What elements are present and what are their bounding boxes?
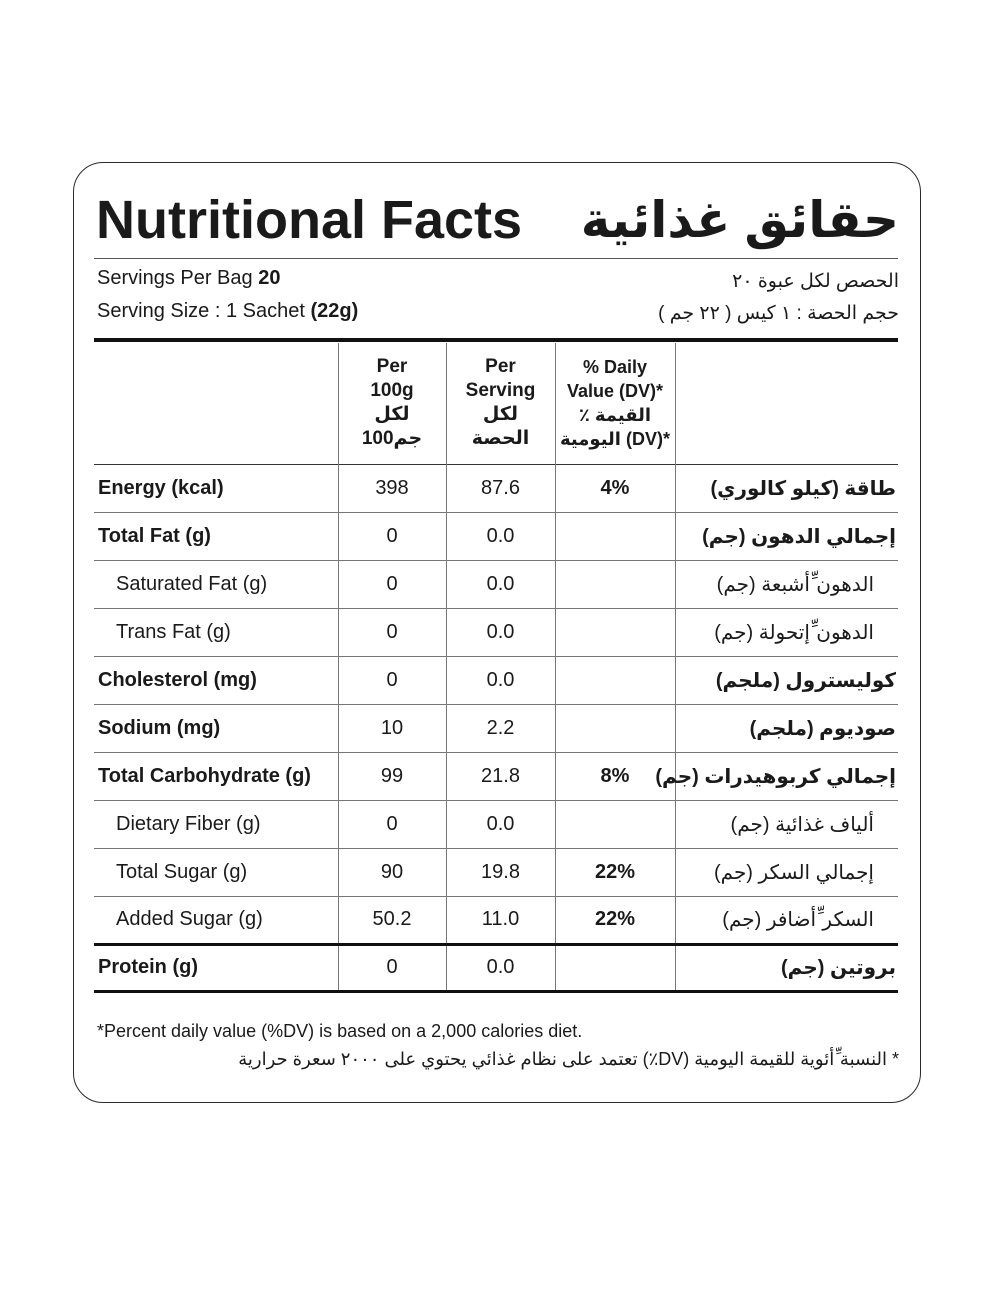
col-serv-line1: Per: [485, 356, 516, 378]
value-per-serving: 11.0: [446, 896, 555, 944]
col-serv-line2: Serving: [465, 380, 536, 402]
value-per-100g: 0: [338, 608, 446, 656]
daily-value: [555, 512, 675, 560]
value-per-100g: 50.2: [338, 896, 446, 944]
nutrient-name: Added Sugar (g): [94, 896, 338, 944]
footnote-english: *Percent daily value (%DV) is based on a 2,000 calories diet.: [97, 1021, 583, 1041]
value-per-100g: 398: [338, 464, 446, 512]
value-per-100g: 0: [338, 800, 446, 848]
daily-value: 22%: [555, 848, 675, 896]
nutrient-name-arabic: إجمالي السكر (جم): [675, 848, 898, 896]
value-per-serving: 0.0: [446, 800, 555, 848]
table-header-row: [94, 343, 898, 464]
col-per100-line2: 100g: [370, 380, 414, 402]
table-row: [94, 848, 898, 896]
col-dv-line3: ٪ القيمة: [578, 405, 652, 426]
table-row: [94, 752, 898, 800]
value-per-100g: 99: [338, 752, 446, 800]
servings-per-bag-arabic: الحصص لكل عبوة ٢٠: [732, 271, 899, 292]
col-dv-line1: % Daily: [582, 357, 648, 378]
col-per100-line4: 100جم: [361, 428, 423, 450]
nutrient-name: Energy (kcal): [94, 464, 338, 512]
serving-size-arabic: حجم الحصة : ١ كيس ( ٢٢ جم ): [658, 303, 899, 324]
daily-value: [555, 944, 675, 991]
nutrition-table: [94, 343, 898, 993]
daily-value: [555, 704, 675, 752]
col-serv-line3: لكل: [482, 404, 519, 426]
value-per-100g: 0: [338, 656, 446, 704]
table-row: [94, 464, 898, 512]
table-row: [94, 800, 898, 848]
serving-size-value: (22g): [310, 300, 359, 322]
header-blank-left: [94, 343, 338, 464]
nutrient-name-arabic: بروتين (جم): [675, 944, 898, 991]
nutrient-name-arabic: طاقة (كيلو كالوري): [675, 464, 898, 512]
nutrient-name-arabic: كوليسترول (ملجم): [675, 656, 898, 704]
footnote-arabic: * النسبة ِّأئوية للقيمة اليومية (DV٪) تعتمد على نظام غذائي يحتوي على ٢٠٠٠ سعرة حرارية: [238, 1049, 899, 1069]
col-header-daily-value: [555, 343, 675, 464]
header-thick-rule: [94, 338, 898, 342]
col-serv-line4: الحصة: [471, 428, 530, 450]
nutrient-name: Total Fat (g): [94, 512, 338, 560]
value-per-serving: 87.6: [446, 464, 555, 512]
nutrient-name-arabic: ألياف غذائية (جم): [675, 800, 898, 848]
nutrient-name: Total Sugar (g): [94, 848, 338, 896]
col-dv-line2: Value (DV)*: [566, 381, 664, 402]
servings-per-bag-label: Servings Per Bag: [97, 267, 253, 289]
nutrient-name-arabic: السكر ِّأضافر (جم): [675, 896, 898, 944]
nutrient-name: Dietary Fiber (g): [94, 800, 338, 848]
table-row: [94, 656, 898, 704]
table-row: [94, 896, 898, 944]
title-english: Nutritional Facts: [96, 190, 523, 250]
table-row: [94, 704, 898, 752]
daily-value: 4%: [555, 464, 675, 512]
table-row: [94, 944, 898, 991]
nutrient-name: Saturated Fat (g): [94, 560, 338, 608]
nutrient-name-arabic: الدهون ِّإتحولة (جم): [675, 608, 898, 656]
value-per-serving: 19.8: [446, 848, 555, 896]
col-header-per-100g: [338, 343, 446, 464]
col-header-per-serving: [446, 343, 555, 464]
value-per-serving: 0.0: [446, 656, 555, 704]
value-per-100g: 0: [338, 512, 446, 560]
daily-value: [555, 656, 675, 704]
value-per-100g: 90: [338, 848, 446, 896]
nutrient-name-arabic: الدهون ِّأشبعة (جم): [675, 560, 898, 608]
value-per-serving: 21.8: [446, 752, 555, 800]
daily-value: 22%: [555, 896, 675, 944]
servings-per-bag: [97, 267, 280, 290]
col-dv-line4: اليومية (DV)*: [560, 429, 670, 450]
nutrient-name: Sodium (mg): [94, 704, 338, 752]
table-row: [94, 560, 898, 608]
daily-value: [555, 608, 675, 656]
value-per-100g: 10: [338, 704, 446, 752]
nutrient-name: Cholesterol (mg): [94, 656, 338, 704]
serving-size: [97, 300, 358, 323]
daily-value: [555, 800, 675, 848]
value-per-100g: 0: [338, 560, 446, 608]
nutrient-name: Trans Fat (g): [94, 608, 338, 656]
nutrient-name: Total Carbohydrate (g): [94, 752, 338, 800]
value-per-100g: 0: [338, 944, 446, 991]
table-row: [94, 608, 898, 656]
table-row: [94, 512, 898, 560]
value-per-serving: 0.0: [446, 944, 555, 991]
daily-value: 8%: [555, 752, 675, 800]
value-per-serving: 0.0: [446, 512, 555, 560]
value-per-serving: 2.2: [446, 704, 555, 752]
nutrient-name-arabic: صوديوم (ملجم): [675, 704, 898, 752]
servings-per-bag-value: 20: [258, 267, 281, 289]
col-per100-line1: Per: [376, 356, 408, 378]
nutrient-name-arabic: إجمالي الدهون (جم): [675, 512, 898, 560]
col-per100-line3: لكل: [374, 404, 410, 426]
nutrient-name-arabic: إجمالي كربوهيدرات (جم): [675, 752, 898, 800]
daily-value: [555, 560, 675, 608]
serving-size-label: Serving Size : 1 Sachet: [97, 300, 305, 322]
value-per-serving: 0.0: [446, 560, 555, 608]
title-divider: [94, 258, 898, 259]
header-blank-right: [675, 343, 898, 464]
title-arabic: حقائق غذائية: [580, 192, 899, 248]
nutrient-name: Protein (g): [94, 944, 338, 991]
value-per-serving: 0.0: [446, 608, 555, 656]
